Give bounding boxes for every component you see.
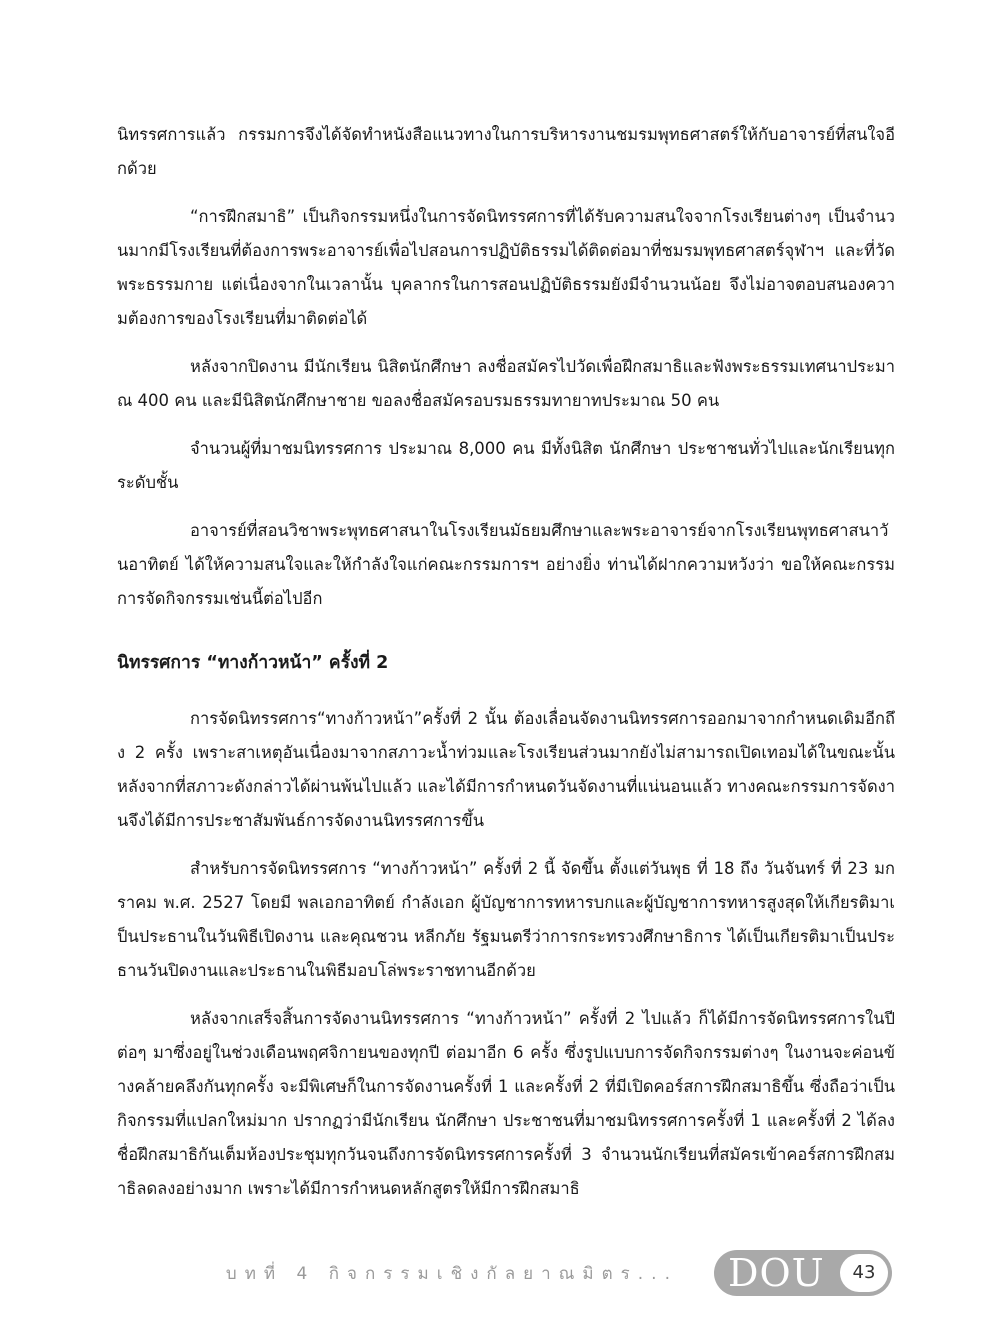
paragraph-3: หลังจากปิดงาน มีนักเรียน นิสิตนักศึกษา ลงชื่อสมัครไปวัดเพื่อฝึกสมาธิและฟังพระธรรมเทศนาประมาณ 400 คน และมีนิสิตนักศึกษาชาย ขอลงชื่อสมัครอบรมธรรมทายาทประมาณ 50 คน	[117, 357, 895, 410]
paragraph-1: นิทรรศการแล้ว กรรมการจึงได้จัดทำหนังสือแนวทางในการบริหารงานชมรมพุทธศาสตร์ให้กับอาจารย์ที่สนใจอีกด้วย	[117, 125, 895, 178]
paragraph-6: การจัดนิทรรศการ“ทางก้าวหน้า”ครั้งที่ 2 นั้น ต้องเลื่อนจัดงานนิทรรศการออกมาจากกำหนดเดิมอีกถึง 2 ครั้ง เพราะสาเหตุอันเนื่องมาจากสภาวะน้ำท่วมและโรงเรียนส่วนมากยังไม่สามารถเปิดเทอมได้ในขณะนั้น หลังจากที่สภาวะดังกล่าวได้ผ่านพ้นไปแล้ว และได้มีการกำหนดวันจัดงานที่แน่นอนแล้ว ทางคณะกรรมการจัดงานจึงได้มีการประชาสัมพันธ์การจัดงานนิทรรศการขึ้น	[117, 709, 895, 830]
chapter-title: บทที่ 4 กิจกรรมเชิงกัลยาณมิตร...	[225, 1264, 678, 1284]
paragraph-2: “การฝึกสมาธิ” เป็นกิจกรรมหนึ่งในการจัดนิทรรศการที่ได้รับความสนใจจากโรงเรียนต่างๆ เป็นจำนวนมากมีโรงเรียนที่ต้องการพระอาจารย์เพื่อไปสอนการปฏิบัติธรรมได้ติดต่อมาที่ชมรมพุทธศาสตร์จุฬาฯ และที่วัดพระธรรมกาย แต่เนื่องจากในเวลานั้น บุคลากรในการสอนปฏิบัติธรรมยังมีจำนวนน้อย จึงไม่อาจตอบสนองความต้องการของโรงเรียนที่มาติดต่อได้	[117, 207, 895, 328]
section-heading: นิทรรศการ “ทางก้าวหน้า” ครั้งที่ 2	[117, 653, 389, 673]
paragraph-8: หลังจากเสร็จสิ้นการจัดงานนิทรรศการ “ทางก้าวหน้า” ครั้งที่ 2 ไปแล้ว ก็ได้มีการจัดนิทรรศการในปีต่อๆ มาซึ่งอยู่ในช่วงเดือนพฤศจิกายนของทุกปี ต่อมาอีก 6 ครั้ง ซึ่งรูปแบบการจัดกิจกรรมต่างๆ ในงานจะค่อนข้างคล้ายคลึงกันทุกครั้ง จะมีพิเศษก็ในการจัดงานครั้งที่ 1 และครั้งที่ 2 ที่มีเปิดคอร์สการฝึกสมาธิขึ้น ซึ่งถือว่าเป็นกิจกรรมที่แปลกใหม่มาก ปรากฏว่ามีนักเรียน นักศึกษา ประชาชนที่มาชมนิทรรศการครั้งที่ 1 และครั้งที่ 2 ได้ลงชื่อฝึกสมาธิกันเต็มห้องประชุมทุกวันจนถึงการจัดนิทรรศการครั้งที่ 3 จำนวนนักเรียนที่สมัครเข้าคอร์สการฝึกสมาธิลดลงอย่างมาก เพราะได้มีการกำหนดหลักสูตรให้มีการฝึกสมาธิ	[117, 1009, 895, 1198]
dou-badge	[714, 1250, 892, 1296]
paragraph-7: สำหรับการจัดนิทรรศการ “ทางก้าวหน้า” ครั้งที่ 2 นี้ จัดขึ้น ตั้งแต่วันพุธ ที่ 18 ถึง วันจันทร์ ที่ 23 มกราคม พ.ศ. 2527 โดยมี พลเอกอาทิตย์ กำลังเอก ผู้บัญชาการทหารบกและผู้บัญชาการทหารสูงสุดให้เกียรติมาเป็นประธานในวันพิธีเปิดงาน และคุณชวน หลีกภัย รัฐมนตรีว่าการกระทรวงศึกษาธิการ ได้เป็นเกียรติมาเป็นประธานวันปิดงานและประธานในพิธีมอบโล่พระราชทานอีกด้วย	[117, 859, 895, 980]
paragraph-5: อาจารย์ที่สอนวิชาพระพุทธศาสนาในโรงเรียนมัธยมศึกษาและพระอาจารย์จากโรงเรียนพุทธศาสนาวันอาทิตย์ ได้ให้ความสนใจและให้กำลังใจแก่คณะกรรมการฯ อย่างยิ่ง ท่านได้ฝากความหวังว่า ขอให้คณะกรรมการจัดกิจกรรมเช่นนี้ต่อไปอีก	[117, 521, 895, 608]
page-body	[117, 118, 895, 1220]
paragraph-4: จำนวนผู้ที่มาชมนิทรรศการ ประมาณ 8,000 คน มีทั้งนิสิต นักศึกษา ประชาชนทั่วไปและนักเรียนทุกระดับชั้น	[117, 439, 895, 492]
page-number: 43	[840, 1254, 888, 1292]
dou-logo: DOU	[728, 1251, 825, 1295]
page-footer	[0, 1248, 1000, 1300]
